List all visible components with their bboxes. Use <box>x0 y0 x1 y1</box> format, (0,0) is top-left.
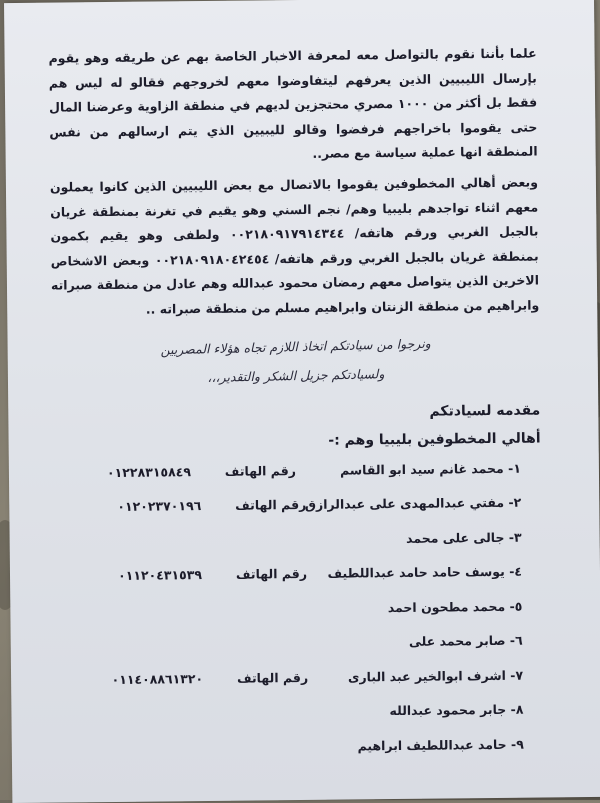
item-name: حامد عبداللطيف ابراهيم <box>357 736 507 753</box>
item-number: ٨- <box>510 701 524 717</box>
list-item <box>54 529 542 569</box>
item-number: ٣- <box>508 529 522 545</box>
list-item <box>53 460 541 500</box>
item-name: مفتي عبدالمهدى على عبدالرازق <box>304 494 505 512</box>
phone-label: رقم الهاتف <box>235 565 308 582</box>
intro-line: مقدمه لسيادتكم <box>429 402 541 420</box>
item-name: جابر محمود عبدالله <box>389 701 507 719</box>
item-name: يوسف حامد حامد عبداللطيف <box>327 563 505 581</box>
item-name: محمد مطحون احمد <box>387 598 506 615</box>
item-number: ٩- <box>510 736 524 752</box>
phone-label: رقم الهاتف <box>235 496 307 513</box>
paragraph-1: علما بأننا نقوم بالتواصل معه لمعرفة الاخبار الخاصة بهم عن طريقه وهو يقوم بإرسال الليبيين الذين يعرفهم ليتفاوضوا معهم لخروجهم فقالو له ليس هم فقط بل أكثر من ١٠٠٠ مصري محتجزين لديهم في منطقة الزاوية وعرضنا المال حتى يقوموا باخراجهم فرفضوا وقالو لليبيين الذي يتم ارسالهم من نفس المنطقة انها عملية سياسة مع مصر.. <box>48 45 538 162</box>
item-number: ٤- <box>509 563 523 579</box>
list-item <box>55 667 543 707</box>
phone-number: ٠١٢٠٢٣٧٠١٩٦ <box>117 498 202 514</box>
list-item <box>54 598 542 638</box>
item-number: ١- <box>507 460 521 476</box>
list-item <box>55 702 543 742</box>
item-name: اشرف ابوالخير عبد البارى <box>347 667 506 685</box>
phone-number: ٠١١٤٠٨٨٦١٣٢٠ <box>111 670 204 687</box>
phone-number: ٠١٢٢٨٣١٥٨٤٩ <box>106 463 192 480</box>
paragraph-2: وبعض أهالي المخطوفين يقوموا بالاتصال مع بعض الليبيين الذين كانوا يعملون معهم اثناء تواجدهم بليبيا وهم/ نجم السني وهو يقيم في تغرنة بمنطقة غريان بالجبل الغربي ورقم هاتفه/ ٠٠٢١٨٠٩١٧٩١٤٣٤٤ ولطفى وهو يقيم بكمون بمنطقة غريان بالجبل الغربي ورقم هاتفه/ ٠٠٢١٨٠٩١٨٠٤٢٤٥٤ وبعض الاشخاص الاخرين الذين يتواصل معهم رمضان محمود عبدالله وهم عادل من منطقة صبراته وابراهيم من منطقة الزنتان وابراهيم مسلم من منطقة صبراته .. <box>49 174 540 317</box>
item-number: ٥- <box>509 598 523 614</box>
abducted-list <box>53 460 544 776</box>
list-item <box>53 495 541 535</box>
phone-label: رقم الهاتف <box>224 462 297 479</box>
letter-paper <box>4 0 600 803</box>
list-heading: أهالي المخطوفين بليبيا وهم :- <box>328 430 541 449</box>
phone-label: رقم الهاتف <box>236 669 309 686</box>
list-item <box>54 564 542 604</box>
handwritten-thanks: ولسيادتكم جزيل الشكر والتقدير،،، <box>207 365 385 385</box>
phone-number: ٠١١٢٠٤٣١٥٣٩ <box>118 567 203 583</box>
item-name: جالى على محمد <box>405 529 505 546</box>
item-name: صابر محمد على <box>408 632 506 649</box>
item-number: ٢- <box>508 494 522 510</box>
letter-body <box>48 42 544 803</box>
handwritten-request: ونرجوا من سيادتكم اتخاذ اللازم تجاه هؤلاء المصريين <box>160 335 431 357</box>
list-item <box>56 736 544 776</box>
item-number: ٧- <box>510 667 524 683</box>
item-number: ٦- <box>509 632 523 648</box>
item-name: محمد غانم سيد ابو القاسم <box>339 460 504 478</box>
list-item <box>55 633 543 673</box>
